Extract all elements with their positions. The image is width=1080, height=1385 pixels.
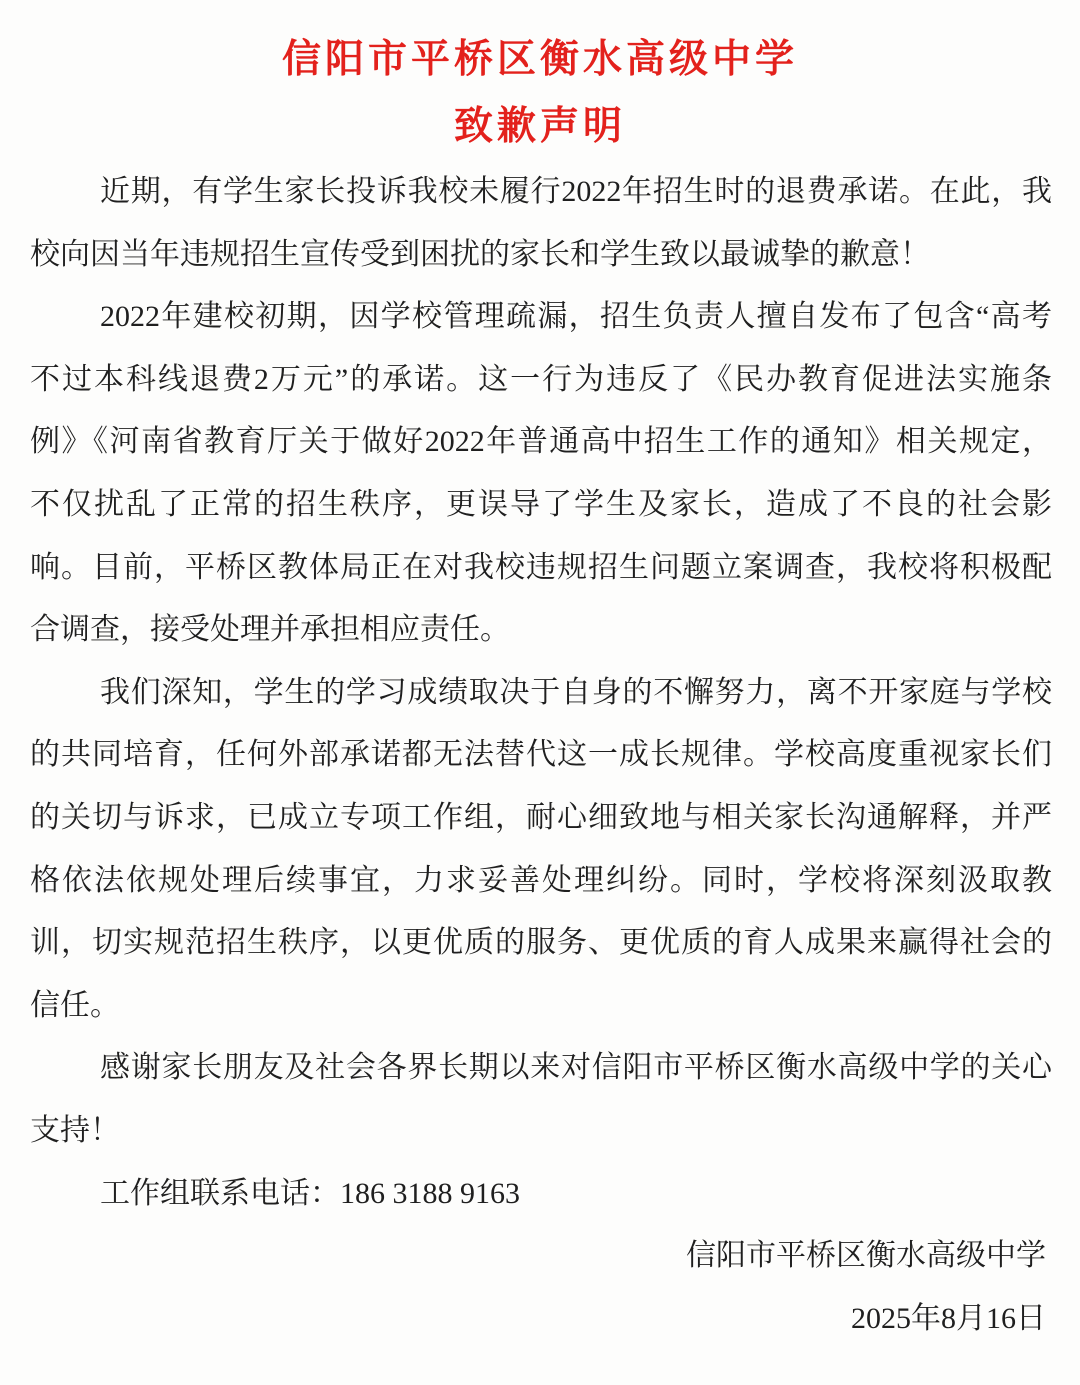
text-line: 不过本科线退费2万元”的承诺。这一行为违反了《民办教育促进法实施条 (30, 362, 1052, 396)
text-line: 我们深知，学生的学习成绩取决于自身的不懈努力，离不开家庭与学校 (100, 675, 1052, 709)
signature-date: 2025年8月16日 (851, 1301, 1046, 1335)
text-line: 格依法依规处理后续事宜，力求妥善处理纠纷。同时，学校将深刻汲取教 (30, 863, 1052, 897)
paragraph (30, 1037, 1052, 1162)
text-line: 2022年建校初期，因学校管理疏漏，招生负责人擅自发布了包含“高考 (100, 300, 1052, 334)
text-line: 信任。 (30, 988, 120, 1022)
paragraph (30, 286, 1052, 662)
text-line: 例》《河南省教育厅关于做好2022年普通高中招生工作的通知》相关规定， (30, 425, 1052, 459)
paragraphs (30, 161, 1052, 1163)
text-line: 支持！ (30, 1113, 120, 1147)
text-line: 训，切实规范招生秩序，以更优质的服务、更优质的育人成果来赢得社会的 (30, 926, 1052, 960)
text-line: 近期，有学生家长投诉我校未履行2022年招生时的退费承诺。在此，我 (100, 175, 1052, 208)
text-line: 合调查，接受处理并承担相应责任。 (30, 613, 510, 647)
document-title: 致歉声明 (453, 105, 626, 148)
school-name-heading: 信阳市平桥区衡水高级中学 (281, 38, 798, 81)
paragraph (30, 161, 1052, 286)
text-line: 校向因当年违规招生宣传受到困扰的家长和学生致以最诚挚的歉意！ (30, 237, 930, 271)
text-line: 响。目前，平桥区教体局正在对我校违规招生问题立案调查，我校将积极配 (30, 550, 1052, 584)
statement-body (30, 161, 1052, 1350)
text-line: 不仅扰乱了正常的招生秩序，更误导了学生及家长，造成了不良的社会影 (30, 487, 1052, 521)
signature-name: 信阳市平桥区衡水高级中学 (686, 1239, 1046, 1273)
text-line: 的共同培育，任何外部承诺都无法替代这一成长规律。学校高度重视家长们 (30, 738, 1052, 772)
text-line: 感谢家长朋友及社会各界长期以来对信阳市平桥区衡水高级中学的关心 (100, 1051, 1052, 1085)
contact-phone: 工作组联系电话：186 3188 9163 (100, 1176, 520, 1210)
text-line: 的关切与诉求，已成立专项工作组，耐心细致地与相关家长沟通解释，并严 (30, 800, 1052, 834)
paragraph (30, 662, 1052, 1038)
